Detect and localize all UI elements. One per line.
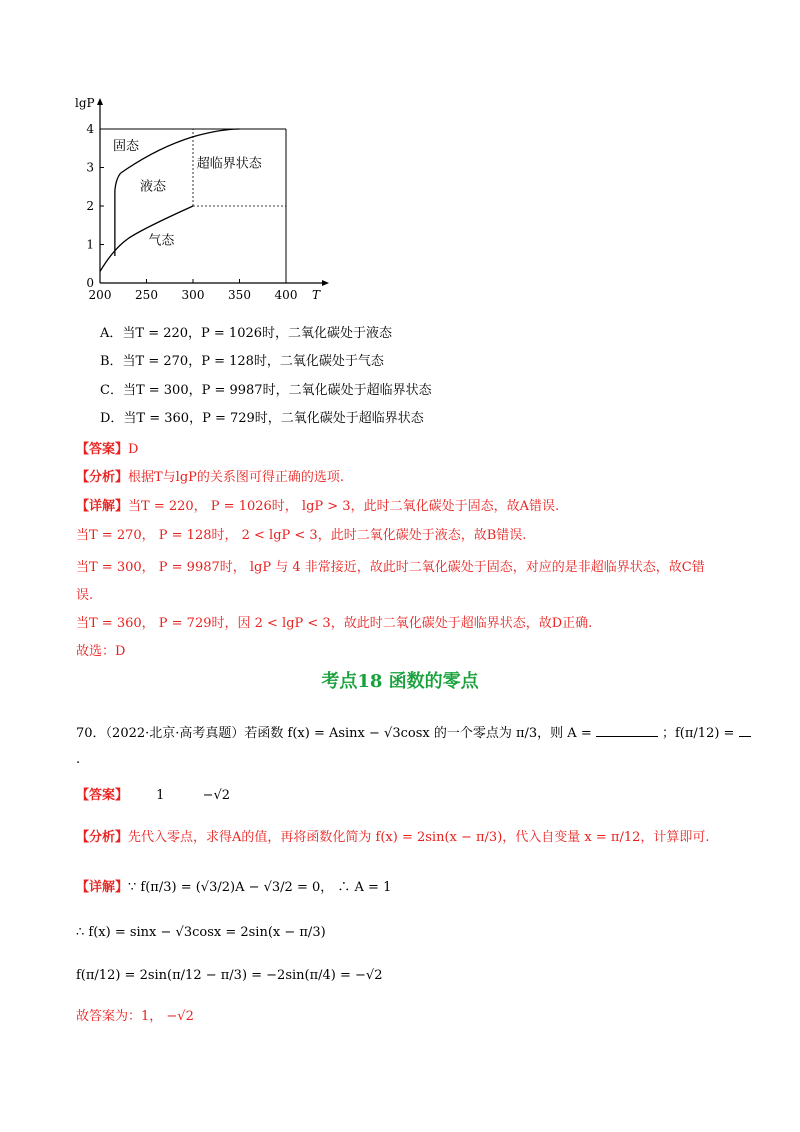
answer-blank-2[interactable] xyxy=(739,726,751,737)
x-tick-label: 400 xyxy=(274,288,298,302)
y-tick-label: 4 xyxy=(86,122,94,136)
analysis-tag: 【分析】 xyxy=(76,830,129,845)
region-label: 液态 xyxy=(139,179,167,195)
answer-blank-1[interactable] xyxy=(596,726,658,737)
detail-line: ∵ f(π/3) = (√3/2)A − √3/2 = 0， ∴ A = 1 xyxy=(128,880,392,895)
q69-detail-3: 当T = 300， P = 9987时， lgP 与 4 非常接近，故此时二氧化碳处于固态，对应的是非超临界状态，故C错 xyxy=(76,560,705,575)
answer-value-2: −√2 xyxy=(202,788,231,803)
region-label: 气态 xyxy=(148,233,175,249)
q70-stem xyxy=(76,722,751,741)
y-axis-arrow xyxy=(97,98,103,105)
answer-value: D xyxy=(128,442,139,457)
q69-detail-5: 当T = 360， P = 729时，因 2 < lgP < 3，故此时二氧化碳处于超临界状态，故D正确. xyxy=(76,616,593,631)
y-tick-label: 0 xyxy=(86,276,94,290)
x-tick-label: 200 xyxy=(88,288,112,302)
q69-final: 故选：D xyxy=(76,644,126,659)
q70-stem-a: 70．（2022·北京·高考真题）若函数 f(x) = Asinx − √3cosx 的一个零点为 π/3，则 A = xyxy=(76,726,592,741)
q70-answer xyxy=(76,784,230,803)
x-tick-label: 300 xyxy=(181,288,205,302)
answer-value-1: 1 xyxy=(156,788,165,803)
q70-detail-2: ∴ f(x) = sinx − √3cosx = 2sin(x − π/3) xyxy=(76,925,326,940)
option-b: B．当T = 270，P = 128时，二氧化碳处于气态 xyxy=(100,354,384,369)
y-axis-label: lgP xyxy=(75,96,95,110)
x-axis-label: T xyxy=(312,288,321,302)
x-tick-label: 250 xyxy=(135,288,158,302)
y-tick-label: 1 xyxy=(86,237,94,252)
region-label: 固态 xyxy=(113,139,140,155)
analysis-tag: 【分析】 xyxy=(76,470,129,485)
answer-tag: 【答案】 xyxy=(76,442,129,457)
detail-tag: 【详解】 xyxy=(76,880,129,895)
q70-stem-end: . xyxy=(76,752,81,767)
option-d: D．当T = 360，P = 729时，二氧化碳处于超临界状态 xyxy=(100,411,424,426)
q69-detail-4: 误. xyxy=(76,588,94,603)
section-title: 考点18 函数的零点 xyxy=(321,671,479,692)
q69-detail-2: 当T = 270， P = 128时， 2 < lgP < 3，此时二氧化碳处于液态，故B错误. xyxy=(76,528,527,543)
option-a: A．当T = 220，P = 1026时，二氧化碳处于液态 xyxy=(100,326,393,341)
x-tick-label: 350 xyxy=(228,288,251,302)
analysis-text: 根据T与lgP的关系图可得正确的选项. xyxy=(128,470,345,485)
q70-stem-b: ；f(π/12) = xyxy=(662,726,735,741)
option-c: C．当T = 300，P = 9987时，二氧化碳处于超临界状态 xyxy=(100,383,432,398)
q69-detail-1 xyxy=(76,495,559,514)
melting-curve xyxy=(115,173,121,256)
analysis-text: 先代入零点，求得A的值，再将函数化简为 f(x) = 2sin(x − π/3)，代入自变量 x = π/12，计算即可. xyxy=(128,830,710,845)
answer-tag: 【答案】 xyxy=(76,788,129,803)
q69-answer xyxy=(76,438,138,457)
y-tick-label: 3 xyxy=(86,160,94,175)
q70-final: 故答案为：1， −√2 xyxy=(76,1009,194,1024)
q70-detail-3: f(π/12) = 2sin(π/12 − π/3) = −2sin(π/4) = −√2 xyxy=(76,968,383,983)
detail-tag: 【详解】 xyxy=(76,499,129,514)
q69-analysis xyxy=(76,466,344,485)
x-axis-arrow xyxy=(322,280,329,286)
detail-line: 当T = 220， P = 1026时， lgP > 3，此时二氧化碳处于固态，故A错误. xyxy=(128,499,560,514)
region-label: 超临界状态 xyxy=(196,156,262,172)
y-tick-label: 2 xyxy=(86,199,94,213)
q70-detail-1 xyxy=(76,876,391,895)
gas-boundary-curve xyxy=(100,206,193,271)
phase-diagram-chart xyxy=(70,92,330,312)
q70-analysis xyxy=(76,826,710,845)
